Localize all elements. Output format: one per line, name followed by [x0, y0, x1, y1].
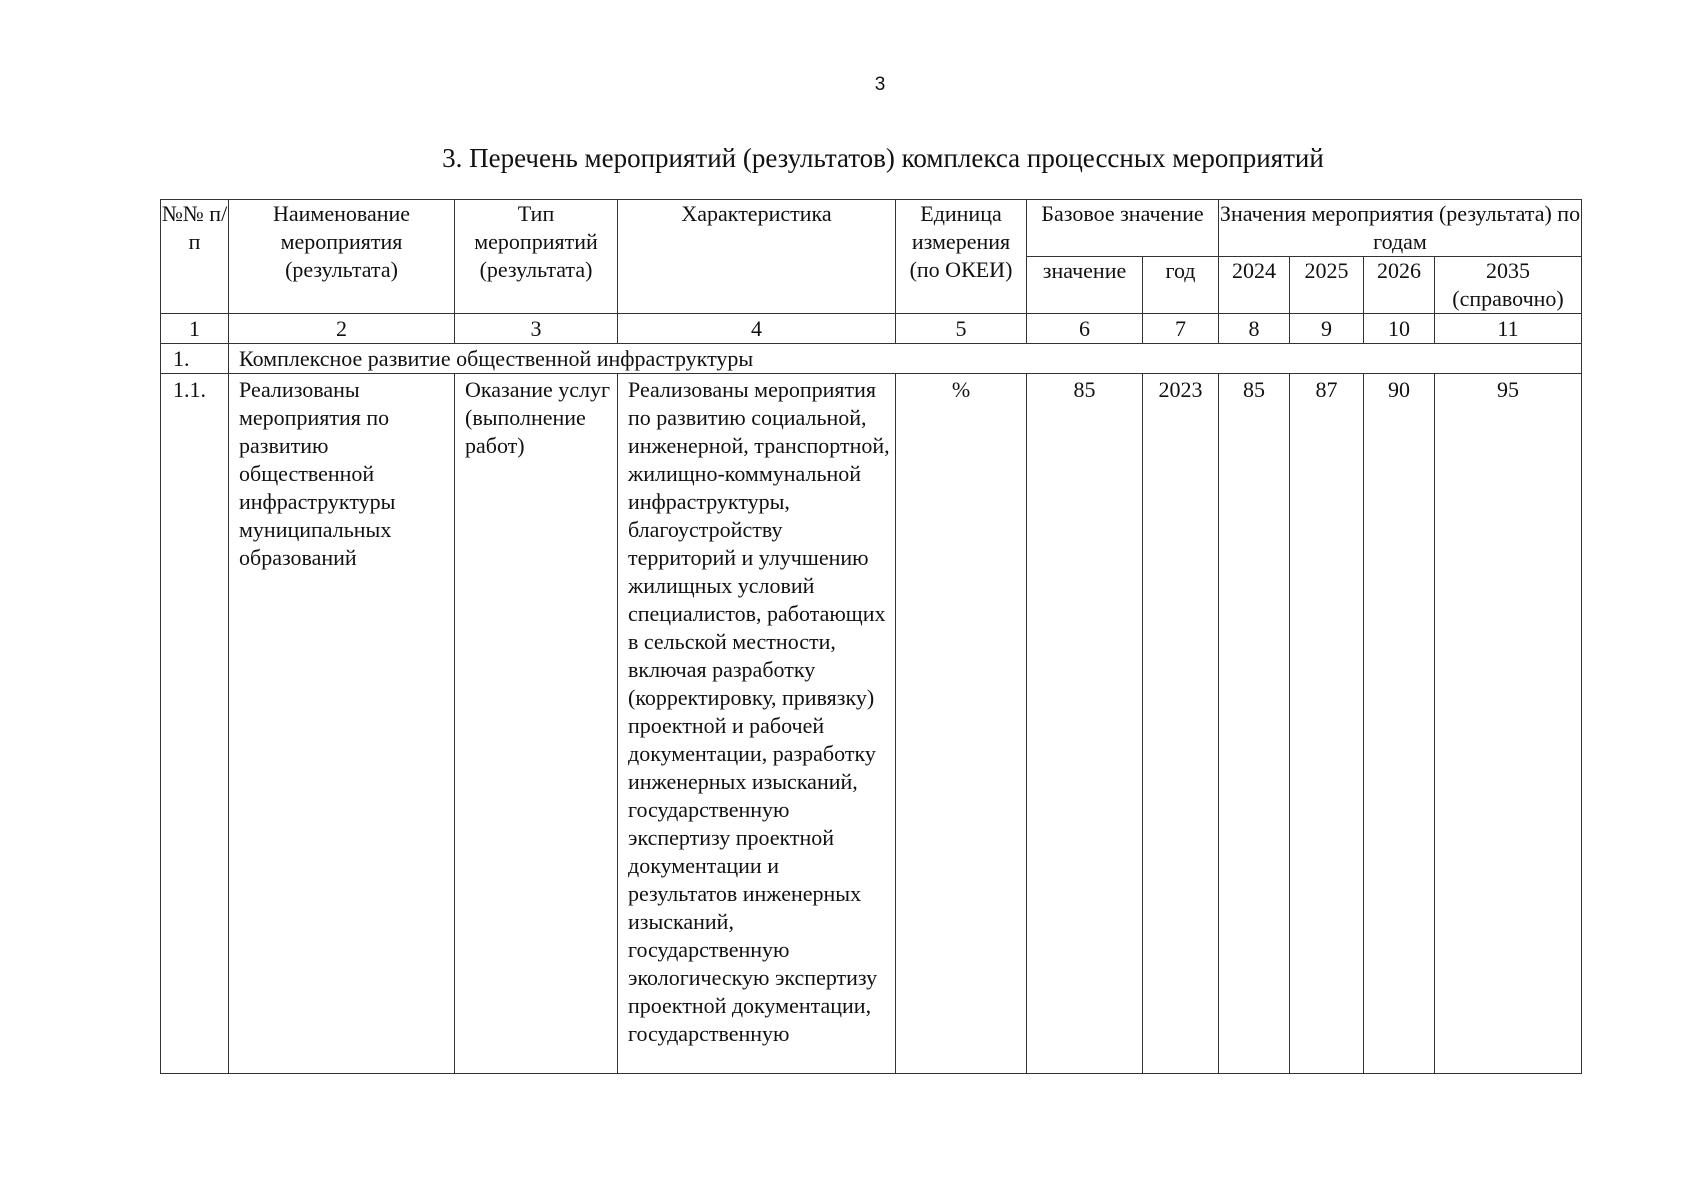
header-values-by-year: Значения мероприятия (результата) по годам — [1219, 200, 1582, 257]
column-number: 7 — [1143, 314, 1219, 344]
header-name: Наименование мероприятия (результата) — [229, 200, 455, 314]
row-index: 1.1. — [161, 374, 229, 1074]
header-year-2026: 2026 — [1364, 257, 1435, 314]
activities-table — [160, 199, 1582, 1074]
row-value-2024: 85 — [1219, 374, 1290, 1074]
header-num: №№ п/п — [161, 200, 229, 314]
row-value-2025: 87 — [1290, 374, 1364, 1074]
page-title: 3. Перечень мероприятий (результатов) комплекса процессных мероприятий — [442, 143, 1324, 173]
header-characteristic: Характеристика — [618, 200, 896, 314]
row-type: Оказание услуг (выполнение работ) — [455, 374, 618, 1074]
column-number-row — [161, 314, 1582, 344]
column-number: 3 — [455, 314, 618, 344]
header-year-2025: 2025 — [1290, 257, 1364, 314]
row-name: Реализованы мероприятия по развитию общественной инфраструктуры муниципальных образований — [229, 374, 455, 1074]
column-number: 1 — [161, 314, 229, 344]
header-base-year: год — [1143, 257, 1219, 314]
row-value-2026: 90 — [1364, 374, 1435, 1074]
column-number: 9 — [1290, 314, 1364, 344]
section-row — [161, 344, 1582, 374]
row-base-value: 85 — [1027, 374, 1143, 1074]
column-number: 10 — [1364, 314, 1435, 344]
column-number: 4 — [618, 314, 896, 344]
header-base: Базовое значение — [1027, 200, 1219, 257]
row-base-year: 2023 — [1143, 374, 1219, 1074]
column-number: 2 — [229, 314, 455, 344]
table-row — [161, 374, 1582, 1074]
column-number: 5 — [896, 314, 1027, 344]
section-title: Комплексное развитие общественной инфраструктуры — [229, 344, 1582, 374]
header-year-2024: 2024 — [1219, 257, 1290, 314]
header-type: Тип мероприятий (результата) — [455, 200, 618, 314]
column-number: 6 — [1027, 314, 1143, 344]
row-unit: % — [896, 374, 1027, 1074]
header-year-2035: 2035 (справочно) — [1435, 257, 1582, 314]
section-index: 1. — [161, 344, 229, 374]
page-number: 3 — [874, 74, 886, 95]
row-value-2035: 95 — [1435, 374, 1582, 1074]
column-number: 8 — [1219, 314, 1290, 344]
row-characteristic: Реализованы мероприятия по развитию социальной, инженерной, транспортной, жилищно-коммунальной инфраструктуры, благоустройству территорий и улучшению жилищных условий специалистов, работающих в сельской местности, включая разработку (корректировку, привязку) проектной и рабочей документации, разработку инженерных изысканий, государственную экспертизу проектной документации и результатов инженерных изысканий, государственную экологическую экспертизу проектной документации, государственную — [618, 374, 896, 1074]
column-number: 11 — [1435, 314, 1582, 344]
header-base-value: значение — [1027, 257, 1143, 314]
header-unit: Единица измерения (по ОКЕИ) — [896, 200, 1027, 314]
